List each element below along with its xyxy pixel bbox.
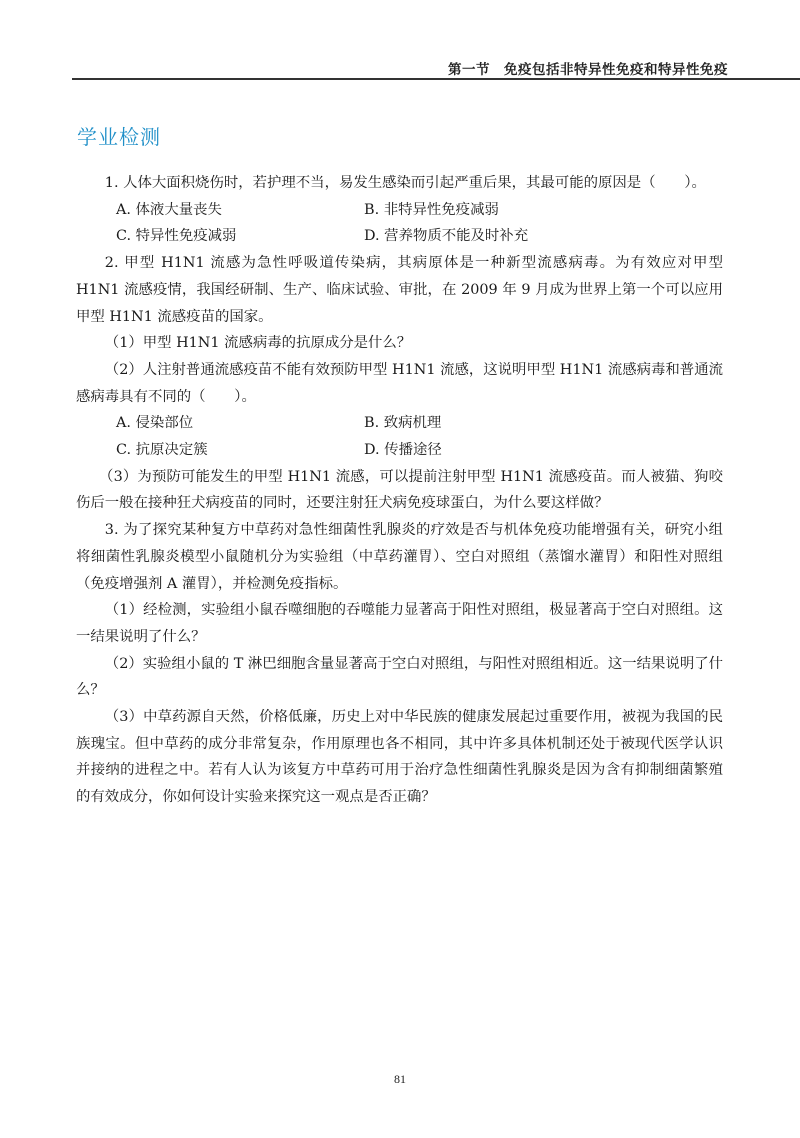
q2-option-a: A. 侵染部位 [116,415,194,432]
q2-option-c: C. 抗原决定簇 [116,442,208,459]
q3-sub1: （1）经检测，实验组小鼠吞噬细胞的吞噬能力显著高于阳性对照组，极显著高于空白对照组。这一结果说明了什么？ [76,602,723,645]
q1-option-b: B. 非特异性免疫减弱 [364,201,499,218]
q2-option-b: B. 致病机理 [364,415,442,432]
q1-options-row-1 [76,197,723,224]
page-number: 81 [394,1072,406,1086]
q1-options-row-2 [76,223,723,250]
question-content [76,170,723,811]
q1-stem: 1. 人体大面积烧伤时，若护理不当，易发生感染而引起严重后果，其最可能的原因是（ ）。 [104,175,706,191]
q3-sub2: （2）实验组小鼠的 T 淋巴细胞含量显著高于空白对照组，与阳性对照组相近。这一结果说明了什么？ [76,655,723,699]
q1-option-d: D. 营养物质不能及时补充 [364,228,529,245]
q2-options-row-2 [76,437,723,464]
q2-sub2: （2）人注射普通流感疫苗不能有效预防甲型 H1N1 流感，这说明甲型 H1N1 流感病毒和普通流感病毒具有不同的（ ）。 [76,361,723,405]
q2-option-d: D. 传播途径 [364,442,442,459]
q1-option-c: C. 特异性免疫减弱 [116,228,237,245]
q3-stem: 3. 为了探究某种复方中草药对急性细菌性乳腺炎的疗效是否与机体免疫功能增强有关，研究小组将细菌性乳腺炎模型小鼠随机分为实验组（中草药灌胃）、空白对照组（蒸馏水灌胃）和阳性对照组（免疫增强剂 A 灌胃），并检测免疫指标。 [76,522,723,592]
q2-options-row-1 [76,410,723,437]
q2-sub1: （1）甲型 H1N1 流感病毒的抗原成分是什么？ [104,335,412,352]
running-header: 第一节 免疫包括非特异性免疫和特异性免疫 [448,62,728,78]
q2-stem: 2. 甲型 H1N1 流感为急性呼吸道传染病，其病原体是一种新型流感病毒。为有效应对甲型 H1N1 流感疫情，我国经研制、生产、临床试验、审批，在 2009 年 9 月成为世界上第一个可以应用甲型 H1N1 流感疫苗的国家。 [76,255,723,325]
q1-option-a: A. 体液大量丧失 [116,201,222,218]
q2-sub3: （3）为预防可能发生的甲型 H1N1 流感，可以提前注射甲型 H1N1 流感疫苗。而人被猫、狗咬伤后一般在接种狂犬病疫苗的同时，还要注射狂犬病免疫球蛋白，为什么要这样做？ [76,468,723,512]
q3-sub3: （3）中草药源自天然，价格低廉，历史上对中华民族的健康发展起过重要作用，被视为我国的民族瑰宝。但中草药的成分非常复杂，作用原理也各不相同，其中许多具体机制还处于被现代医学认识并接纳的进程之中。若有人认为该复方中草药可用于治疗急性细菌性乳腺炎是因为含有抑制细菌繁殖的有效成分，你如何设计实验来探究这一观点是否正确？ [76,709,723,806]
section-title: 学业检测 [77,125,161,149]
header-rule [72,78,800,80]
